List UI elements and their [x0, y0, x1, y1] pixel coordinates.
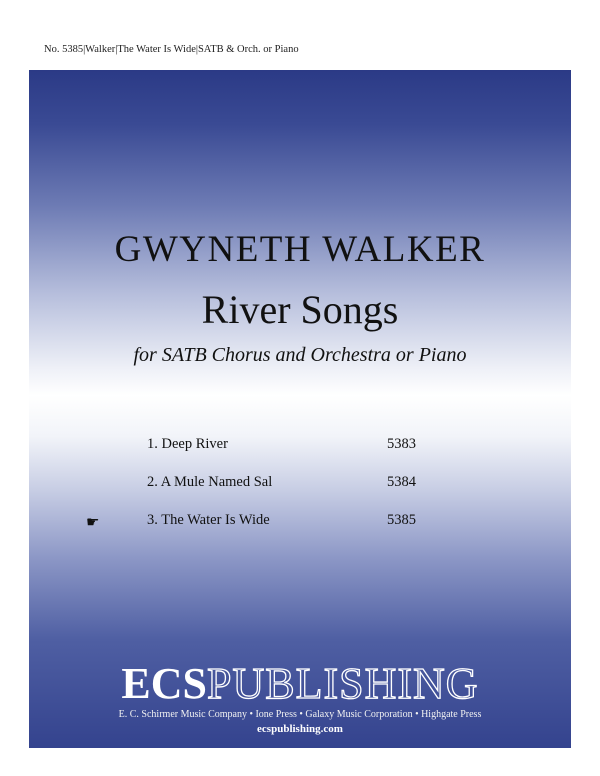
- work-catalog-number: 5384: [387, 474, 416, 490]
- logo-ecs-text: ECS: [121, 659, 207, 708]
- composer-name: GWYNETH WALKER: [114, 229, 486, 270]
- publisher-logo: [29, 659, 571, 708]
- work-catalog-number: 5383: [387, 436, 416, 452]
- catalog-header: No. 5385|Walker|The Water Is Wide|SATB & Orch. or Piano: [44, 44, 299, 55]
- work-item: [29, 436, 571, 458]
- publisher-imprints: E. C. Schirmer Music Company • Ione Press • Galaxy Music Corporation • Highgate Press: [118, 709, 482, 720]
- publisher-website: ecspublishing.com: [257, 723, 343, 735]
- work-item: [29, 474, 571, 496]
- cover-panel: [29, 70, 571, 748]
- voicing-subtitle: for SATB Chorus and Orchestra or Piano: [133, 344, 467, 366]
- pointing-hand-icon: ☛: [86, 515, 100, 531]
- work-catalog-number: 5385: [387, 512, 416, 528]
- work-title: 3. The Water Is Wide: [147, 512, 270, 528]
- work-item-current: [29, 512, 571, 534]
- logo-publishing-text: PUBLISHING: [207, 659, 479, 708]
- work-title: 2. A Mule Named Sal: [147, 474, 273, 490]
- collection-title: River Songs: [201, 287, 399, 332]
- work-title: 1. Deep River: [147, 436, 228, 452]
